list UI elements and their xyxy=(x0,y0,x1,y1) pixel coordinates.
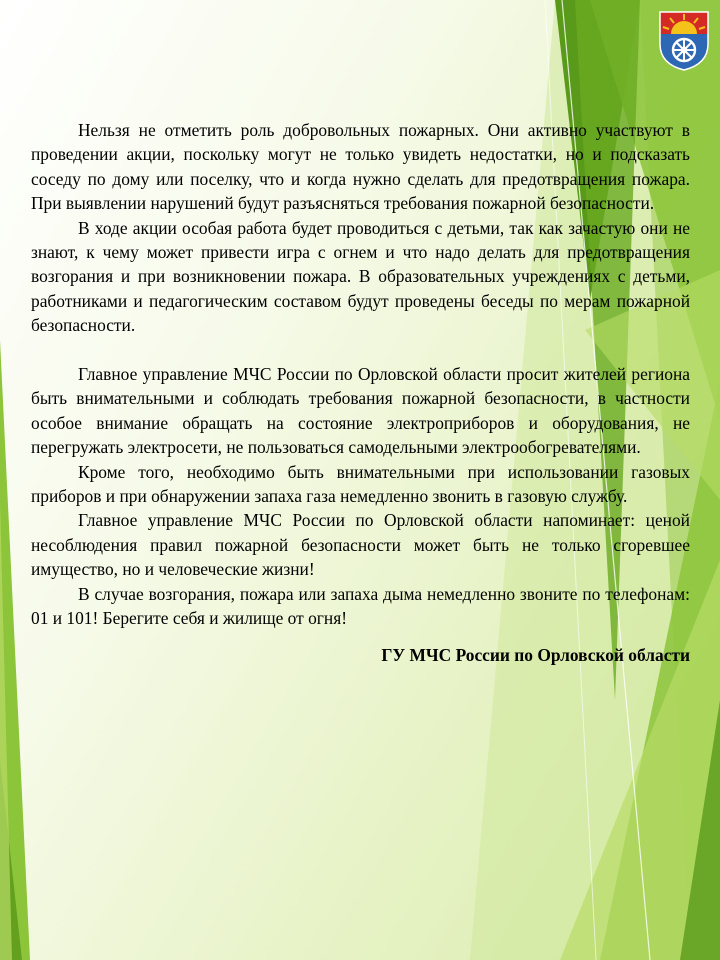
paragraph-volunteers: Нельзя не отметить роль добровольных пожарных. Они активно участвуют в проведении акции, поскольку могут не только увидеть недостатки, но и подсказать соседу по дому или поселку, что и когда нужно сделать для предотвращения пожара. При выявлении нарушений будут разъясняться требования пожарной безопасности. xyxy=(31,120,690,214)
paragraph-appeal: Главное управление МЧС России по Орловской области просит жителей региона быть внимательными и соблюдать требования пожарной безопасности, в частности особое внимание обращать на состояние электроприборов и оборудования, не перегружать электросети, не пользоваться самодельными электрообогревателями. xyxy=(31,364,690,458)
paragraph-reminder: Главное управление МЧС России по Орловской области напоминает: ценой несоблюдения правил пожарной безопасности может быть не только сгоревшее имущество, но и человеческие жизни! xyxy=(31,510,690,580)
signature: ГУ МЧС России по Орловской области xyxy=(381,644,690,665)
notice-text xyxy=(31,118,690,667)
paragraph-children: В ходе акции особая работа будет проводиться с детьми, так как зачастую они не знают, к чему может привести игра с огнем и что надо делать для предотвращения возгорания и при возникновении пожара. В образовательных учреждениях с детьми, работниками и педагогическим составом будут проведены беседы по мерам пожарной безопасности. xyxy=(31,217,690,336)
paragraph-emergency-phones: В случае возгорания, пожара или запаха дыма немедленно звоните по телефонам: 01 и 101! Берегите себя и жилище от огня! xyxy=(31,583,690,629)
paragraph-gas: Кроме того, необходимо быть внимательными при использовании газовых приборов и при обнаружении запаха газа немедленно звонить в газовую службу. xyxy=(31,461,690,507)
region-coat-of-arms-icon xyxy=(658,10,710,72)
